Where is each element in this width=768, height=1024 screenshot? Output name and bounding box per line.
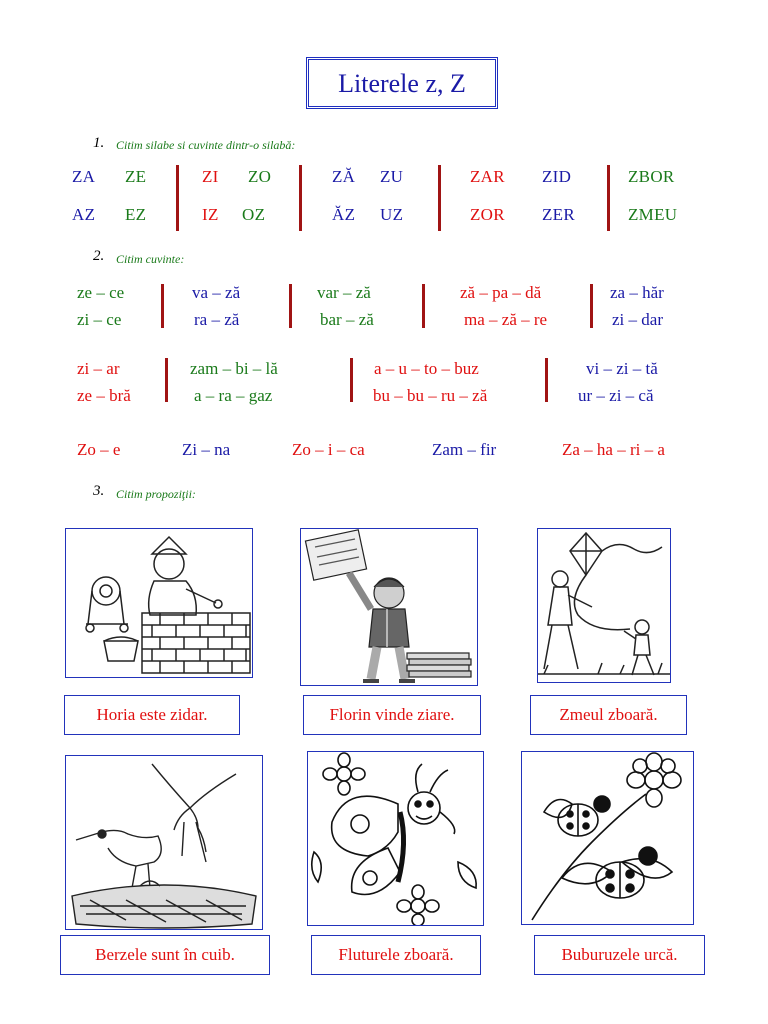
- divider: [299, 165, 302, 231]
- word: var – ză: [317, 283, 371, 302]
- sentence-caption: Horia este zidar.: [64, 695, 240, 735]
- section-2-number: 2.: [93, 248, 105, 264]
- section-1-label: Citim silabe si cuvinte dintr-o silabă:: [116, 138, 296, 152]
- syllable: ZMEU: [628, 205, 678, 224]
- sentence-caption: Buburuzele urcă.: [534, 935, 705, 975]
- word: va – ză: [192, 283, 241, 302]
- section-3-label: Citim propoziţii:: [116, 487, 196, 501]
- butterfly-illustration: [307, 751, 484, 926]
- syllable: UZ: [380, 205, 404, 224]
- section-3-number: 3.: [93, 483, 105, 499]
- divider: [161, 284, 164, 328]
- divider: [176, 165, 179, 231]
- word: vi – zi – tă: [586, 359, 658, 378]
- syllable: ĂZ: [332, 205, 356, 224]
- section-1-number: 1.: [93, 135, 105, 151]
- syllable: ZER: [542, 205, 576, 224]
- divider: [289, 284, 292, 328]
- syllable: AZ: [72, 205, 96, 224]
- word: za – hăr: [610, 283, 664, 302]
- title-box: [306, 57, 498, 109]
- word: ur – zi – că: [578, 386, 654, 405]
- divider: [350, 358, 353, 402]
- word: zam – bi – lă: [190, 359, 278, 378]
- syllable: ZI: [202, 167, 219, 186]
- syllable: ZOR: [470, 205, 505, 224]
- divider: [165, 358, 168, 402]
- word: zi – dar: [612, 310, 663, 329]
- syllable: ZĂ: [332, 167, 356, 186]
- kite-illustration: [537, 528, 671, 683]
- word: zi – ar: [77, 359, 120, 378]
- syllable: IZ: [202, 205, 219, 224]
- sentence-caption: Zmeul zboară.: [530, 695, 687, 735]
- section-2-label: Citim cuvinte:: [116, 252, 185, 266]
- divider: [590, 284, 593, 328]
- syllable: ZO: [248, 167, 272, 186]
- page-title: Literele z, Z: [338, 69, 466, 98]
- name-word: Zo – i – ca: [292, 440, 365, 459]
- word: a – ra – gaz: [194, 386, 273, 405]
- name-word: Zo – e: [77, 440, 121, 459]
- syllable: OZ: [242, 205, 266, 224]
- sentence-caption: Berzele sunt în cuib.: [60, 935, 270, 975]
- word: bar – ză: [320, 310, 374, 329]
- word: ze – bră: [77, 386, 131, 405]
- word: ra – ză: [194, 310, 240, 329]
- syllable: ZBOR: [628, 167, 675, 186]
- storks-nest-illustration: [65, 755, 263, 930]
- syllable: ZE: [125, 167, 147, 186]
- divider: [545, 358, 548, 402]
- newspaper-boy-illustration: [300, 528, 478, 686]
- word: ma – ză – re: [464, 310, 548, 329]
- bricklayer-illustration: [65, 528, 253, 678]
- syllable: ZID: [542, 167, 572, 186]
- word: ză – pa – dă: [460, 283, 542, 302]
- word: bu – bu – ru – ză: [373, 386, 488, 405]
- word: ze – ce: [77, 283, 125, 302]
- syllable: ZAR: [470, 167, 505, 186]
- sentence-caption: Fluturele zboară.: [311, 935, 481, 975]
- word: a – u – to – buz: [374, 359, 479, 378]
- ladybugs-illustration: [521, 751, 694, 925]
- syllable: ZU: [380, 167, 404, 186]
- name-word: Zi – na: [182, 440, 231, 459]
- syllable: ZA: [72, 167, 96, 186]
- divider: [422, 284, 425, 328]
- syllable: EZ: [125, 205, 147, 224]
- divider: [438, 165, 441, 231]
- name-word: Za – ha – ri – a: [562, 440, 665, 459]
- word: zi – ce: [77, 310, 122, 329]
- divider: [607, 165, 610, 231]
- name-word: Zam – fir: [432, 440, 497, 459]
- sentence-caption: Florin vinde ziare.: [303, 695, 481, 735]
